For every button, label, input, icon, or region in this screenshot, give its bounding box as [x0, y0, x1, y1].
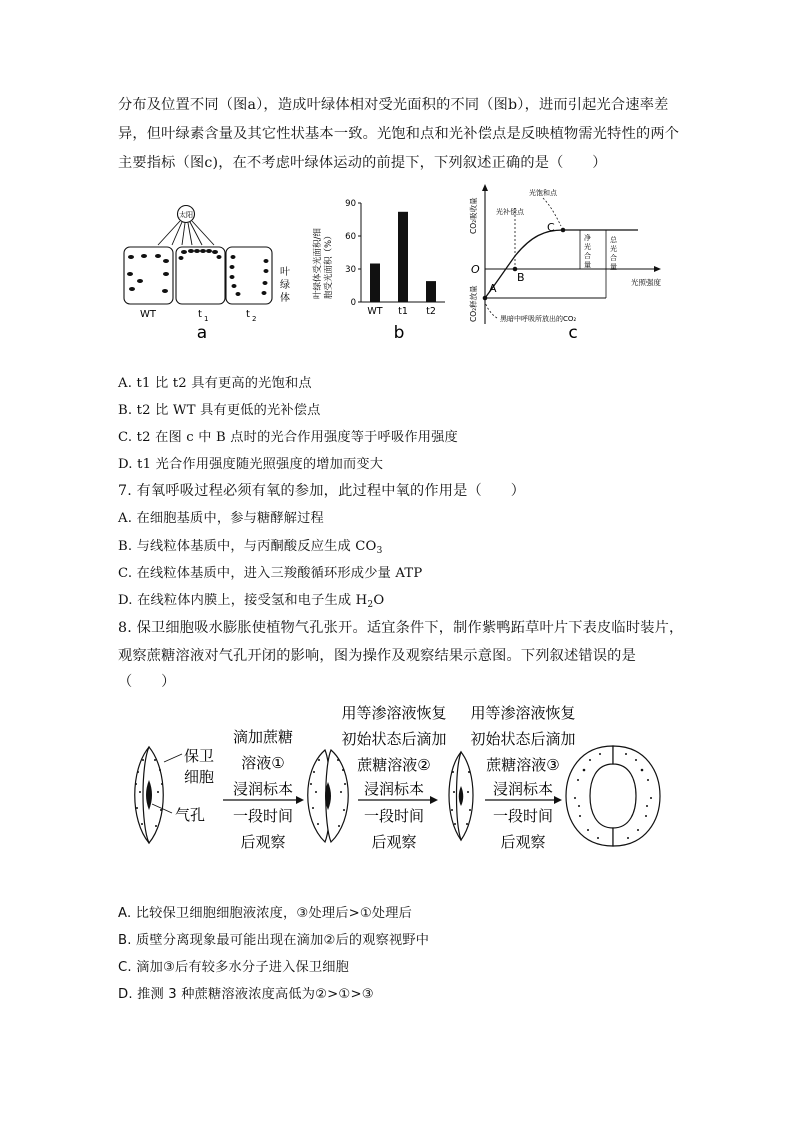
total-label-2: 光	[610, 245, 617, 253]
total-label-4: 量	[610, 263, 617, 271]
figure-a-caption: a	[196, 323, 208, 343]
y-axis-label-line-1: 叶绿体受光面积/细	[313, 228, 323, 299]
q8-stem-line-1: 8. 保卫细胞吸水膨胀使植物气孔张开。适宜条件下，制作紫鸭跖草叶片下表皮临时装片，	[118, 620, 684, 636]
cell-label-t1-sub: 1	[204, 315, 209, 323]
step2-line-3: 蔗糖溶液②	[357, 756, 431, 774]
y-axis-label-line-2: 胞受光面积（%）	[324, 231, 334, 299]
y-tick-label: 0	[350, 298, 356, 308]
bar-wt	[370, 264, 380, 303]
cell-label-wt: WT	[140, 309, 156, 320]
net-label-4: 量	[584, 261, 591, 269]
point-c	[561, 228, 566, 233]
question-6-stem-line-2: 异，但叶绿素含量及其它性状基本一致。光饱和点和光补偿点是反映植物需光特性的两个	[118, 126, 680, 142]
step2-line-4: 浸润标本	[363, 780, 425, 798]
sun-rays	[158, 221, 214, 245]
label-a: A	[489, 282, 497, 295]
step3-line-5: 一段时间	[492, 807, 554, 825]
stomata-experiment-diagram	[118, 700, 678, 875]
total-label-1: 总	[610, 236, 617, 244]
origin-label: O	[471, 263, 480, 276]
stoma-after-solution-3	[566, 746, 660, 846]
step3-arrowhead-icon	[554, 796, 562, 804]
chloroplast-label-3: 体	[280, 293, 290, 304]
net-label-2: 光	[584, 243, 591, 251]
figure-b-caption: b	[393, 323, 405, 343]
q6-option-d: D. t1 光合作用强度随光照强度的增加而变大	[118, 457, 384, 472]
q6-option-c: C. t2 在图 c 中 B 点时的光合作用强度等于呼吸作用强度	[118, 430, 458, 445]
cell-label-t2-sub: 2	[252, 315, 257, 323]
step2-line-6: 后观察	[371, 833, 417, 851]
figure-a-chloroplast-distribution	[118, 195, 308, 345]
q8-option-d: D. 推测 3 种蔗糖溶液浓度高低为②>①>③	[118, 987, 374, 1002]
x-tick-label: WT	[367, 306, 383, 317]
q8-option-b: B. 质壁分离现象最可能出现在滴加②后的观察视野中	[118, 933, 430, 948]
step1-line-5: 后观察	[240, 833, 286, 851]
x-axis-label: 光照强度	[631, 278, 661, 287]
bar-t1	[398, 212, 408, 302]
stoma-after-solution-2	[449, 752, 473, 840]
guard-cell-pointer	[164, 754, 182, 762]
point-a	[483, 296, 488, 301]
step2-arrowhead-icon	[430, 796, 438, 804]
x-tick-label: t2	[426, 306, 436, 317]
stoma-after-solution-1	[308, 750, 349, 842]
label-c: C	[547, 221, 555, 234]
guard-cell-label-1: 保卫	[184, 747, 215, 765]
cell-label-t1: t	[198, 309, 202, 320]
chloroplast-label-2: 绿	[280, 280, 290, 291]
q7-stem: 7. 有氧呼吸过程必须有氧的参加，此过程中氧的作用是（ ）	[118, 483, 526, 499]
step2-line-2: 初始状态后滴加	[341, 730, 447, 748]
step1-line-3: 浸润标本	[232, 780, 294, 798]
x-axis-arrow-icon	[654, 266, 661, 272]
y-tick-label: 60	[345, 232, 356, 242]
q7-option-d: D. 在线粒体内膜上，接受氢和电子生成 $H_2O$	[118, 593, 385, 610]
q8-stem-line-2: 观察蔗糖溶液对气孔开闭的影响，图为操作及观察结果示意图。下列叙述错误的是	[118, 648, 636, 664]
cell-label-t2: t	[246, 309, 250, 320]
step1-line-1: 滴加蔗糖	[232, 728, 294, 746]
bar-t2	[426, 281, 436, 302]
y-tick-label: 30	[345, 265, 356, 275]
step1-line-4: 一段时间	[232, 807, 294, 825]
q6-option-b: B. t2 比 WT 具有更低的光补偿点	[118, 403, 321, 418]
q7-option-a: A. 在细胞基质中，参与糖酵解过程	[118, 511, 324, 526]
q8-stem-line-3: （ ）	[118, 674, 176, 690]
step1-line-2: 溶液①	[241, 754, 285, 772]
q8-option-a: A. 比较保卫细胞细胞液浓度，③处理后>①处理后	[118, 906, 413, 921]
figure-c-light-response-curve	[463, 182, 675, 342]
dark-note-arrow	[485, 302, 497, 318]
figure-c-caption: c	[568, 323, 578, 342]
sun-label: 太阳	[179, 211, 193, 219]
q7-option-b: B. 与线粒体基质中，与丙酮酸反应生成 $CO_3$	[118, 539, 383, 556]
step3-line-2: 初始状态后滴加	[470, 730, 576, 748]
step3-line-1: 用等渗溶液恢复	[470, 704, 576, 722]
net-label-3: 合	[584, 252, 591, 260]
step3-line-6: 后观察	[500, 833, 546, 851]
step1-arrowhead-icon	[296, 796, 304, 804]
chloroplast-label-1: 叶	[280, 267, 290, 278]
y-axis-label-absorb: CO₂吸收量	[469, 197, 478, 234]
step2-line-1: 用等渗溶液恢复	[341, 704, 447, 722]
q6-option-a: A. t1 比 t2 具有更高的光饱和点	[118, 376, 312, 391]
net-label-1: 净	[584, 234, 591, 242]
figure-b-bar-chart	[310, 195, 460, 345]
stoma-initial	[135, 747, 164, 843]
compensation-point-label: 光补偿点	[496, 208, 524, 216]
step3-line-3: 蔗糖溶液③	[486, 756, 560, 774]
stoma-pore-label: 气孔	[175, 806, 206, 824]
total-label-3: 合	[610, 254, 617, 262]
y-axis-arrow-icon	[482, 184, 488, 191]
x-tick-label: t1	[398, 306, 408, 317]
question-6-stem-line-3: 主要指标（图c)，在不考虑叶绿体运动的前提下，下列叙述正确的是（ ）	[118, 155, 607, 171]
saturation-point-label: 光饱和点	[529, 189, 557, 197]
guard-cell-label-2: 细胞	[184, 768, 215, 786]
q8-option-c: C. 滴加③后有较多水分子进入保卫细胞	[118, 960, 350, 975]
step2-line-5: 一段时间	[363, 807, 425, 825]
y-axis-label-release: CO₂释放量	[469, 285, 478, 322]
question-6-stem-line-1: 分布及位置不同（图a），造成叶绿体相对受光面积的不同（图b），进而引起光合速率差	[118, 97, 669, 113]
dark-respiration-note: 黑暗中呼吸所放出的CO₂	[500, 315, 577, 323]
label-b: B	[517, 271, 525, 284]
step3-line-4: 浸润标本	[492, 780, 554, 798]
y-tick-label: 90	[345, 199, 356, 209]
q7-option-c: C. 在线粒体基质中，进入三羧酸循环形成少量 ATP	[118, 566, 423, 581]
